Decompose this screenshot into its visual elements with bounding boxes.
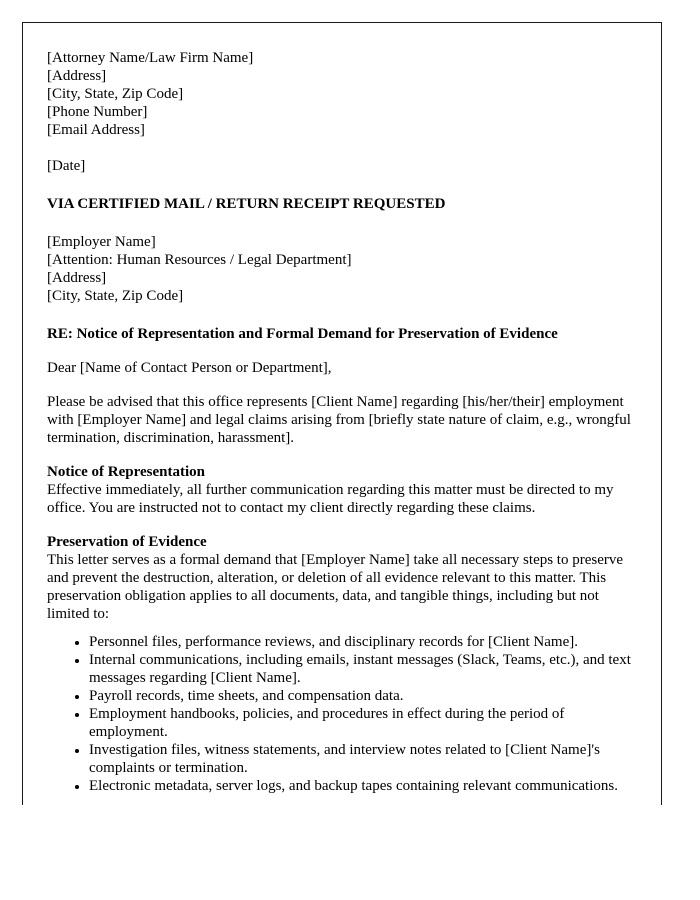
section-body-preservation-of-evidence: This letter serves as a formal demand that [Employer Name] take all necessary steps to preserve and prevent the destruction, alteration, or deletion of all evidence relevant to this matter. This preservation obligation applies to all documents, data, and tangible things, including but not limited to:	[47, 552, 624, 622]
list-item: • Internal communications, including emails, instant messages (Slack, Teams, etc.), and text messages regarding [Client Name].	[89, 651, 635, 687]
spacer	[47, 175, 635, 195]
spacer	[47, 517, 635, 533]
section-heading-preservation-of-evidence: Preservation of Evidence	[47, 534, 207, 550]
list-item: • Electronic metadata, server logs, and backup tapes containing relevant communications.	[89, 777, 635, 795]
sender-line: [Attorney Name/Law Firm Name]	[47, 50, 254, 66]
list-item: • Investigation files, witness statements, and interview notes related to [Client Name]'s complaints or termination.	[89, 741, 635, 777]
letter-body	[47, 49, 635, 795]
recipient-line: [City, State, Zip Code]	[47, 288, 184, 304]
salutation: Dear [Name of Contact Person or Department],	[47, 360, 332, 376]
spacer	[47, 305, 635, 325]
spacer	[47, 343, 635, 359]
sender-line: [City, State, Zip Code]	[47, 86, 184, 102]
sender-line: [Phone Number]	[47, 104, 148, 120]
spacer	[47, 447, 635, 463]
recipient-line: [Employer Name]	[47, 234, 156, 250]
list-item: • Employment handbooks, policies, and procedures in effect during the period of employment.	[89, 705, 635, 741]
delivery-method-heading: VIA CERTIFIED MAIL / RETURN RECEIPT REQUESTED	[47, 196, 446, 212]
spacer	[47, 213, 635, 233]
intro-paragraph: Please be advised that this office represents [Client Name] regarding [his/her/their] employment with [Employer Name] and legal claims arising from [briefly state nature of claim, e.g., wrongful termination, discrimination, harassment].	[47, 394, 631, 446]
list-item: • Payroll records, time sheets, and compensation data.	[89, 687, 635, 705]
subject-re-line: RE: Notice of Representation and Formal Demand for Preservation of Evidence	[47, 326, 558, 342]
section-heading-notice-of-representation: Notice of Representation	[47, 464, 206, 480]
recipient-line: [Address]	[47, 270, 107, 286]
recipient-address-block	[47, 233, 635, 305]
sender-line: [Address]	[47, 68, 107, 84]
sender-address-block	[47, 49, 635, 139]
date-line: [Date]	[47, 158, 86, 174]
recipient-line: [Attention: Human Resources / Legal Department]	[47, 252, 352, 268]
sender-line: [Email Address]	[47, 122, 145, 138]
document-page	[22, 22, 662, 805]
spacer	[47, 139, 635, 157]
list-item: • Personnel files, performance reviews, and disciplinary records for [Client Name].	[89, 633, 635, 651]
evidence-preservation-list	[47, 633, 635, 795]
section-body-notice-of-representation: Effective immediately, all further communication regarding this matter must be directed to my office. You are instructed not to contact my client directly regarding these claims.	[47, 482, 614, 516]
spacer	[47, 377, 635, 393]
